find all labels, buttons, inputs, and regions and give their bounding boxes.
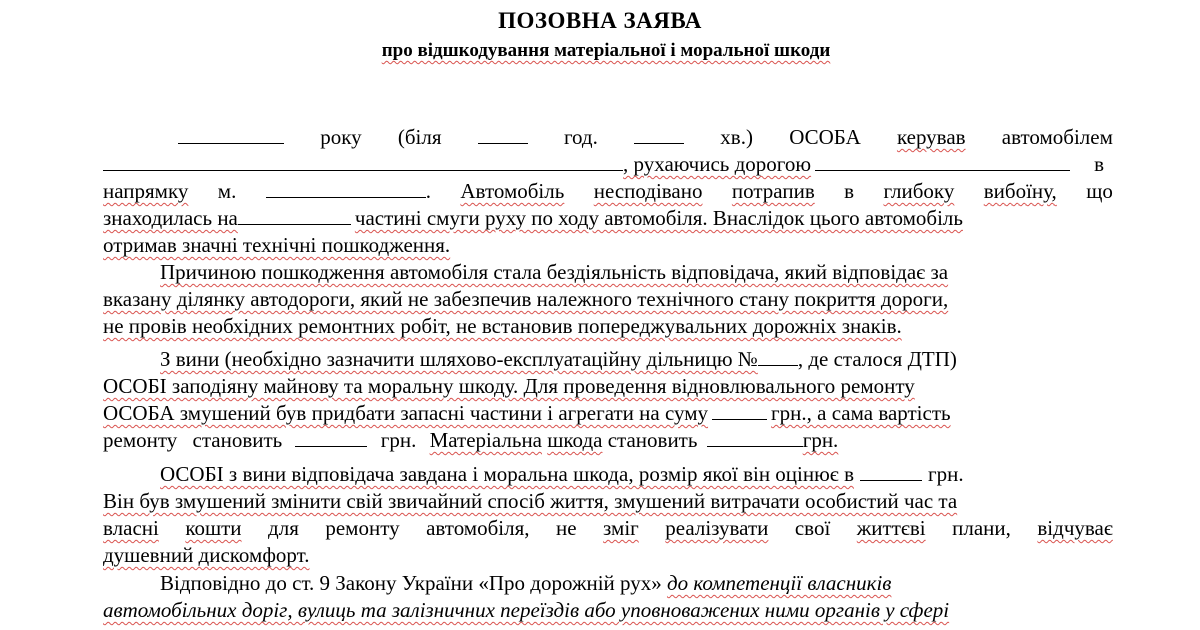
text-line-5: отримав значні технічні пошкодження. xyxy=(103,233,451,257)
document-title: ПОЗОВНА ЗАЯВА xyxy=(498,8,702,33)
road-blank xyxy=(815,151,1070,171)
moral-damage-blank xyxy=(860,461,922,481)
text-line-15: власні кошти для ремонту автомобіля, не зміг реалізувати свої життєві плани, відчуває xyxy=(103,516,1113,540)
text-line-7: вказану ділянку автодороги, який не забезпечив належного технічного стану покриття дороги, xyxy=(103,287,949,311)
text-line-4: знаходилась на частині смуги руху по ходу автомобіля. Внаслідок цього автомобіль xyxy=(103,206,963,230)
text-line-9: З вини (необхідно зазначити шляхово-експлуатаційну дільницю № , де сталося ДТП) xyxy=(160,347,957,371)
road-unit-blank xyxy=(758,346,798,366)
hour-blank xyxy=(478,124,528,144)
text-line-12: ремонту становить грн. Матеріальна шкода становить грн. xyxy=(103,428,839,452)
text-line-2: , рухаючись дорогою в xyxy=(103,151,1113,178)
parts-sum-blank xyxy=(712,400,767,420)
text-line-16: душевний дискомфорт. xyxy=(103,543,310,567)
text-line-1: року (біля год. хв.) ОСОБА керував автомобілем xyxy=(178,124,1113,151)
material-damage-blank xyxy=(707,427,803,447)
lane-blank xyxy=(238,205,351,225)
text-line-3: напрямку м. . Автомобіль несподівано потрапив в глибоку вибоїну, що xyxy=(103,179,1113,203)
text-line-6: Причиною пошкодження автомобіля стала бездіяльність відповідача, який відповідає за xyxy=(160,260,949,284)
repair-cost-blank xyxy=(295,427,367,447)
text-line-17: Відповідно до ст. 9 Закону України «Про дорожній рух» до компетенції власників xyxy=(160,571,892,595)
date-blank xyxy=(178,124,284,144)
document-subtitle: про відшкодування матеріальної і моральної шкоди xyxy=(381,40,831,61)
vehicle-blank xyxy=(103,151,623,171)
text-line-8: не провів необхідних ремонтних робіт, не встановив попереджувальних дорожніх знаків. xyxy=(103,314,902,338)
text-line-10: ОСОБІ заподіяну майнову та моральну шкоду. Для проведення відновлювального ремонту xyxy=(103,374,915,398)
text-line-13: ОСОБІ з вини відповідача завдана і моральна шкода, розмір якої він оцінює в грн. xyxy=(160,462,964,486)
city-blank xyxy=(266,178,426,198)
text-line-14: Він був змушений змінити свій звичайний спосіб життя, змушений витрачати особистий час та xyxy=(103,489,958,513)
text-line-18: автомобільних доріг, вулиць та залізничних переїздів або уповноважених ними органів у сфері xyxy=(103,598,950,622)
text-line-11: ОСОБА змушений був придбати запасні частини і агрегати на суму грн., а сама вартість xyxy=(103,401,951,425)
minute-blank xyxy=(634,124,684,144)
